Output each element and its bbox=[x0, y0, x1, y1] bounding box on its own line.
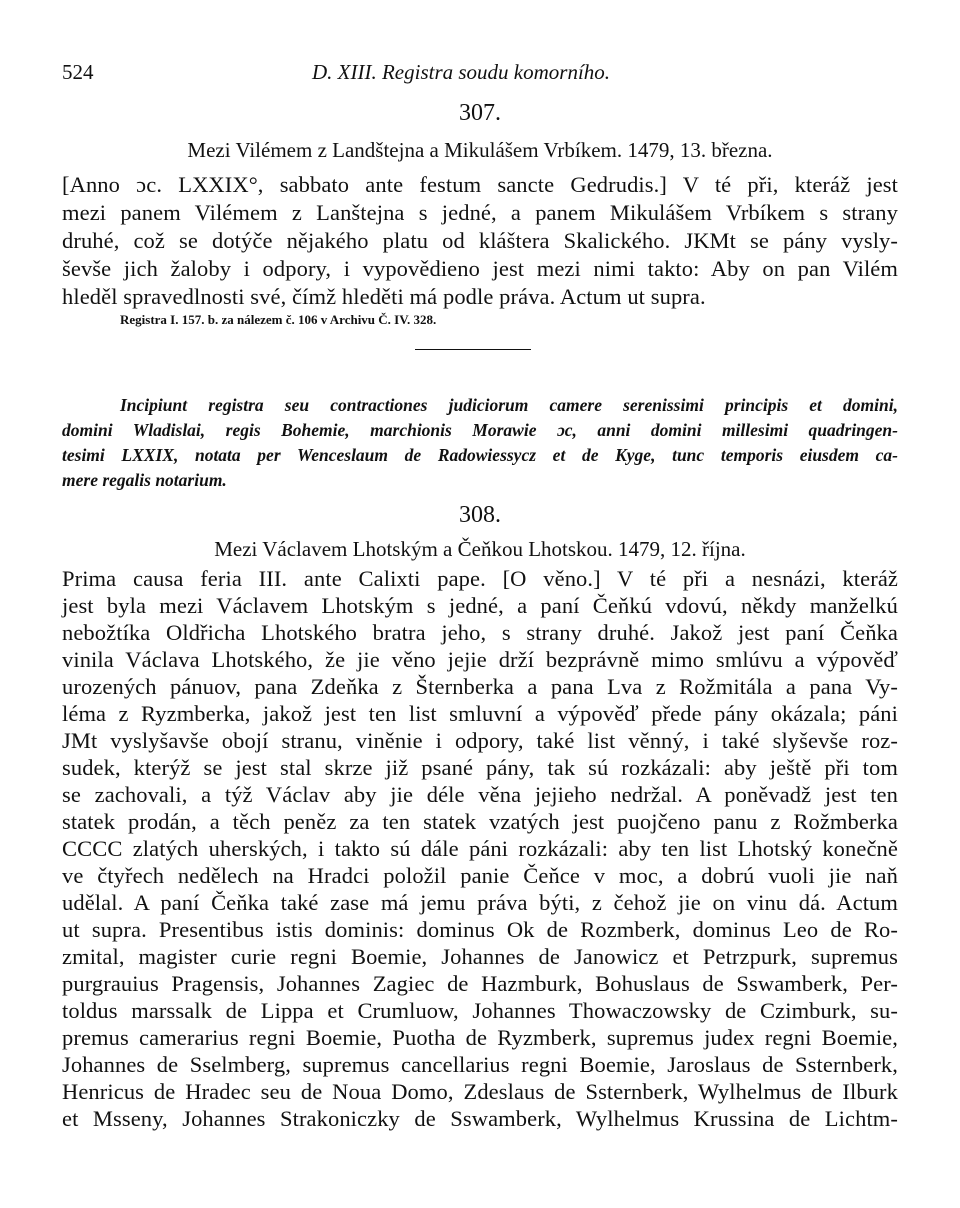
text-line: JMt vyslyšavše obojí stranu, viněnie i odpory, také list věnný, i také slyševše roz- bbox=[62, 728, 898, 753]
page-header bbox=[62, 60, 898, 90]
text-line: Prima causa feria III. ante Calixti pape. [O věno.] V té při a nesnázi, kteráž bbox=[62, 566, 898, 591]
text-line: se zachovali, a týž Václav aby jie déle věna jejieho nedržal. A poněvadž jest ten bbox=[62, 782, 898, 807]
text-line: Henricus de Hradec seu de Noua Domo, Zdeslaus de Ssternberk, Wylhelmus de Ilburk bbox=[62, 1079, 898, 1104]
text-line: ševše jich žaloby i odpory, i vypovědieno jest mezi nimi takto: Aby on pan Vilém bbox=[62, 256, 898, 281]
text-line: toldus marssalk de Lippa et Crumluow, Johannes Thowaczowsky de Czimburk, su- bbox=[62, 998, 898, 1023]
text-line: [Anno ɔc. LXXIX°, sabbato ante festum sancte Gedrudis.] V té při, kteráž jest bbox=[62, 172, 898, 197]
entry-heading: Mezi Václavem Lhotským a Čeňkou Lhotskou. 1479, 12. října. bbox=[214, 537, 746, 561]
text-line: mezi panem Vilémem z Lanštejna s jedné, a panem Mikulášem Vrbíkem s strany bbox=[62, 200, 898, 225]
section-divider bbox=[415, 349, 531, 350]
text-line: et Msseny, Johannes Strakoniczky de Sswamberk, Wylhelmus Krussina de Lichtm- bbox=[62, 1106, 898, 1131]
text-line: statek prodán, a těch peněz za ten statek vzatých jest puojčeno panu z Rožmberka bbox=[62, 809, 898, 834]
text-line: nebožtíka Oldřicha Lhotského bratra jeho, s strany druhé. Jakož jest paní Čeňka bbox=[62, 620, 898, 645]
text-line: ut supra. Presentibus istis dominis: dominus Ok de Rozmberk, dominus Leo de Ro- bbox=[62, 917, 898, 942]
text-line: purgrauius Pragensis, Johannes Zagiec de Hazmburk, Bohuslaus de Sswamberk, Per- bbox=[62, 971, 898, 996]
incipit-line: Incipiunt registra seu contractiones judiciorum camere serenissimi principis et domini, bbox=[120, 395, 898, 415]
entry-heading: Mezi Vilémem z Landštejna a Mikulášem Vrbíkem. 1479, 13. března. bbox=[187, 138, 773, 162]
text-line: vinila Václava Lhotského, že jie věno jejie drží bezprávně mimo smlúvu a výpověď bbox=[62, 647, 898, 672]
incipit-line: mere regalis notarium. bbox=[62, 470, 227, 490]
page-number: 524 bbox=[62, 60, 94, 84]
text-line: druhé, což se dotýče nějakého platu od kláštera Skalického. JKMt se pány vysly- bbox=[62, 228, 898, 253]
text-line: léma z Ryzmberka, jakož jest ten list smluvní a výpověď přede pány okázala; páni bbox=[62, 701, 898, 726]
text-line: udělal. A paní Čeňka také zase má jemu práva býti, z čehož jie on vinu dá. Actum bbox=[62, 890, 898, 915]
source-citation: Registra I. 157. b. za nálezem č. 106 v Archivu Č. IV. 328. bbox=[120, 312, 437, 327]
incipit-line: domini Wladislai, regis Bohemie, marchionis Morawie ɔc, anni domini millesimi quadringen- bbox=[62, 420, 898, 440]
text-line: zmital, magister curie regni Boemie, Johannes de Janowicz et Petrzpurk, supremus bbox=[62, 944, 898, 969]
text-line: ve čtyřech nedělech na Hradci položil panie Čeňce v moc, a dobrú vuoli jie naň bbox=[62, 863, 898, 888]
text-line: hleděl spravedlnosti své, čímž hleděti má podle práva. Actum ut supra. bbox=[62, 284, 706, 309]
running-title: D. XIII. Registra soudu komorního. bbox=[312, 60, 611, 84]
text-line: urozených pánuov, pana Zdeňka z Šternberka a pana Lva z Rožmitála a pana Vy- bbox=[62, 674, 898, 699]
text-line: sudek, kterýž se jest stal skrze již psané pány, tak sú rozkázali: aby ještě při tom bbox=[62, 755, 898, 780]
text-line: Johannes de Sselmberg, supremus cancellarius regni Boemie, Jaroslaus de Ssternberk, bbox=[62, 1052, 898, 1077]
incipit-line: tesimi LXXIX, notata per Wenceslaum de Radowiessycz et de Kyge, tunc temporis eiusdem ca- bbox=[62, 445, 898, 465]
entry-number: 307. bbox=[459, 100, 501, 126]
text-line: jest byla mezi Václavem Lhotským s jedné, a paní Čeňkú vdovú, někdy manželkú bbox=[62, 593, 898, 618]
entry-number: 308. bbox=[459, 502, 501, 528]
text-line: CCCC zlatých uherských, i takto sú dále páni rozkázali: aby ten list Lhotský konečně bbox=[62, 836, 898, 861]
text-line: premus camerarius regni Boemie, Puotha de Ryzmberk, supremus judex regni Boemie, bbox=[62, 1025, 898, 1050]
